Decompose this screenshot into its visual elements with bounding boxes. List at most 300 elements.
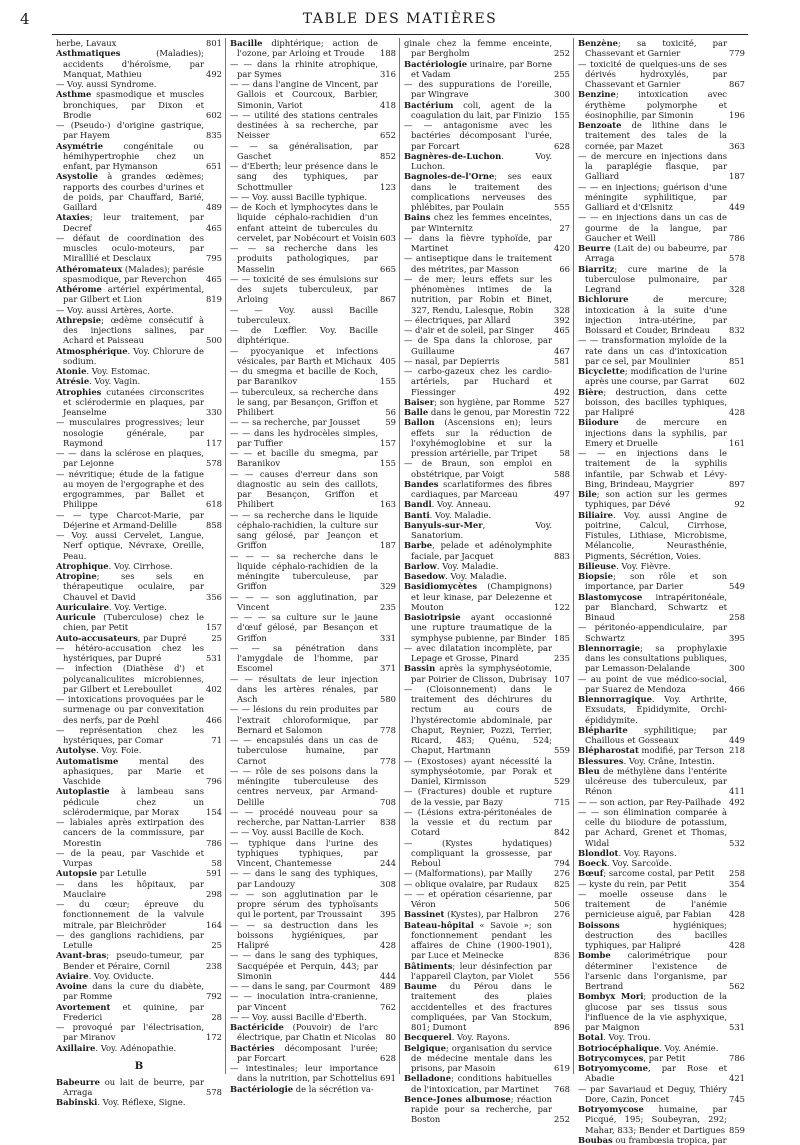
entry-headword: Blennorragie — [578, 642, 640, 653]
entry-page: 329 — [380, 581, 396, 592]
index-entry — [578, 212, 745, 243]
entry-text: — des suppurations de l'oreille, par Wingrave — [404, 79, 552, 100]
index-entry — [578, 592, 745, 623]
entry-page: 492 — [729, 796, 745, 807]
entry-text: — — en injections; guérison d'une méningite syphilitique, par Galliard et d'Œlsnitz — [578, 181, 727, 212]
entry-text: (Malades); parésie spasmodique, par Reverchon — [63, 263, 204, 284]
entry-text: . Voy. Réflexe, Signe. — [97, 1097, 186, 1108]
entry-text: — — type Charcot-Marie, par Déjerine et Armand-Delille — [56, 509, 204, 530]
entry-text: — provoqué par l'électrisation, par Miranov — [56, 1022, 204, 1043]
entry-text: — électriques, par Allard — [404, 314, 511, 325]
entry-text: de méthylène dans l'entérite ulcéreuse des tuberculeux, par Rénon — [585, 765, 727, 797]
index-entry — [578, 1135, 745, 1145]
index-entry — [404, 684, 570, 756]
index-entry — [404, 807, 570, 838]
entry-page: 489 — [380, 981, 396, 991]
entry-page: 603 — [380, 232, 396, 243]
entry-page: 188 — [380, 48, 396, 59]
entry-text: — — et opération césarienne, par Véron — [404, 888, 552, 909]
entry-page: 300 — [729, 663, 745, 674]
entry-headword: Boubas — [578, 1134, 613, 1145]
entry-page: 172 — [206, 1032, 222, 1043]
entry-text: — de mercure en injections dans la paraplégie flasque, par Galliard — [578, 150, 727, 182]
index-entry — [578, 120, 745, 151]
index-entry — [578, 622, 745, 643]
entry-page: 164 — [206, 919, 222, 930]
index-entry — [404, 397, 570, 407]
entry-page: 691 — [380, 1073, 396, 1084]
entry-text: — dans la fièvre typhoïde, par Martinet — [404, 232, 552, 253]
entry-text: spasmodique et muscles bronchiques, par Dixon et Brodie — [63, 89, 204, 120]
index-entry — [56, 212, 222, 233]
entry-headword: Automatisme — [56, 755, 119, 766]
entry-headword: Biopsie — [578, 571, 613, 581]
entry-headword: Aviaire — [56, 970, 89, 981]
entry-page: 71 — [211, 735, 222, 745]
entry-headword: Becquerel — [404, 1032, 452, 1043]
entry-text: de mercure en injections dans la syphilis, par Emery et Druelle — [585, 417, 727, 448]
index-entry — [56, 1097, 222, 1107]
entry-text: — Voy. aussi Artères, Aorte. — [56, 304, 174, 315]
entry-page: 792 — [206, 991, 222, 1002]
index-entry — [56, 284, 222, 305]
entry-text: — d'air et de soleil, par Singer — [404, 325, 534, 335]
entry-page: 851 — [729, 355, 745, 366]
entry-page: 122 — [554, 601, 570, 612]
entry-page: 559 — [554, 745, 570, 756]
index-entry — [404, 479, 570, 500]
entry-page: 489 — [206, 202, 222, 212]
index-entry — [56, 868, 222, 878]
entry-page: 395 — [380, 909, 396, 920]
index-entry — [230, 674, 396, 705]
index-entry — [578, 858, 745, 868]
entry-headword: Bactériologie — [230, 1083, 294, 1094]
entry-page: 832 — [729, 325, 745, 335]
index-entry — [404, 643, 570, 664]
entry-headword: Babinski — [56, 1097, 98, 1108]
entry-page: 411 — [729, 786, 745, 797]
entry-text: — — transformation myloïde de la rate dans un cas d'intoxication par ce sel, par Moulinier — [578, 335, 727, 366]
index-entry — [56, 171, 222, 212]
entry-page: 795 — [206, 253, 222, 264]
index-entry — [56, 448, 222, 469]
entry-page: 316 — [380, 68, 396, 79]
index-entry — [56, 89, 222, 120]
entry-headword: Baume — [404, 981, 437, 991]
index-entry — [578, 991, 745, 1032]
index-entry — [230, 1043, 396, 1064]
index-entry — [578, 1032, 745, 1042]
index-entry — [578, 448, 745, 489]
entry-page: 779 — [729, 48, 745, 59]
index-entry — [230, 704, 396, 735]
index-entry — [404, 59, 570, 80]
entry-text: — intoxications provoquées par le surmenage ou par convexitation des nerfs, par de Pœhl — [56, 694, 204, 725]
entry-page: 258 — [729, 868, 745, 879]
entry-page: 235 — [554, 653, 570, 663]
index-entry — [404, 233, 570, 254]
entry-page: 392 — [554, 314, 570, 325]
entry-page: 465 — [554, 325, 570, 335]
entry-text: — — sa pénétration dans l'amygdale de l'homme, par Escomel — [230, 642, 378, 674]
entry-text: — de Spa dans la chlorose, par Guillaume — [404, 335, 552, 356]
entry-text: — de Braun, son emploi en obstétrique, par Voigt — [404, 458, 552, 479]
index-entry — [56, 376, 222, 386]
entry-page: 25 — [211, 940, 222, 950]
entry-page: 531 — [206, 653, 222, 663]
entry-page: 154 — [206, 806, 222, 817]
index-entry — [404, 612, 570, 643]
entry-page: 25 — [211, 632, 222, 643]
entry-headword: Blastomycose — [578, 591, 643, 602]
index-entry — [578, 243, 745, 264]
entry-page: 244 — [380, 858, 396, 868]
index-entry — [230, 838, 396, 869]
index-entry — [578, 151, 745, 182]
entry-text: (Ascensions en); leurs effets sur la réduction de l'oxyhémoglobine et sur la pression artérielle, par Tripet — [411, 417, 552, 458]
index-entry — [56, 264, 222, 285]
entry-text: de mercure; intoxication à la suite d'une injection intra-utérine, par Boissard et Couder, Brindeau — [585, 294, 727, 335]
entry-text: — — sa recherche, par Jousset — [230, 417, 361, 428]
entry-text: — Voy. aussi Cervelet, Langue, Nerf optique, Névraxe, Oreille, Peau. — [56, 530, 204, 561]
entry-headword: Baiser — [404, 396, 435, 407]
entry-text: par Letulle — [97, 868, 147, 879]
entry-headword: Athérome — [56, 284, 102, 294]
index-entry — [56, 786, 222, 817]
index-entry — [56, 663, 222, 694]
index-entry — [578, 387, 745, 418]
entry-page: 258 — [729, 612, 745, 622]
entry-page: 420 — [554, 243, 570, 253]
entry-headword: Atrophies — [56, 386, 102, 397]
entry-headword: Botryomycome — [578, 1063, 649, 1073]
entry-text: — — Voy. aussi Bacille typhique. — [230, 191, 368, 202]
entry-page: 578 — [729, 253, 745, 264]
page-header — [0, 0, 800, 34]
entry-headword: Bence-Jones albumose — [404, 1093, 511, 1104]
index-entry — [404, 520, 570, 541]
index-entry — [56, 817, 222, 848]
entry-text: — — encapsulés dans un cas de tuberculose humaine, par Carnot — [230, 735, 378, 766]
index-entry — [56, 561, 222, 571]
entry-headword: Botal — [578, 1032, 604, 1043]
entry-text: ; pseudo-tumeur, par Bender et Péraire, Cornil — [63, 950, 204, 971]
index-entry — [56, 366, 222, 376]
entry-headword: Benzine — [578, 89, 616, 100]
entry-page: 298 — [206, 888, 222, 899]
entry-page: 531 — [729, 1022, 745, 1032]
entry-page: 628 — [380, 1052, 396, 1063]
entry-page: 444 — [380, 970, 396, 981]
entry-page: 602 — [729, 376, 745, 387]
index-entry — [56, 233, 222, 264]
entry-text: ; son rôle et son importance, par Darier — [585, 571, 727, 592]
entry-headword: Banyuls-sur-Mer — [404, 519, 483, 530]
entry-headword: Auriculaire — [56, 601, 109, 612]
index-entry — [230, 469, 396, 510]
entry-headword: Balle — [404, 407, 429, 417]
index-entry — [230, 325, 396, 346]
entry-text: — Voy. aussi Syndrome. — [56, 79, 157, 89]
entry-text: . Voy. Rayons. — [618, 847, 677, 858]
entry-headword: Babeurre — [56, 1076, 100, 1087]
index-entry — [56, 950, 222, 971]
entry-text: — — sa généralisation, par Gaschet — [230, 140, 378, 161]
entry-page: 466 — [206, 714, 222, 725]
index-entry — [230, 305, 396, 326]
entry-text: — — causes d'erreur dans son diagnostic au sein des caillots, par Besançon, Griffon et Philibert — [230, 468, 378, 510]
entry-page: 628 — [554, 140, 570, 151]
entry-text: , par Petit — [643, 1052, 686, 1063]
entry-text: — antiseptique dans le traitement des métrites, par Masson — [404, 253, 552, 274]
entry-text: — — rôle de ses poisons dans la méningite tuberculeuse des centres nerveux, par Armand-Delille — [230, 765, 378, 807]
entry-page: 155 — [380, 458, 396, 469]
index-column-4 — [574, 38, 748, 1145]
index-entry — [56, 346, 222, 367]
entry-text: . Voy. Maladie. — [429, 509, 492, 520]
index-entry — [578, 335, 745, 366]
entry-text: (Champignons) et leur kinase, par Delezenne et Mouton — [411, 581, 552, 612]
index-column-2 — [226, 38, 400, 1094]
index-entry — [56, 643, 222, 664]
index-entry — [578, 725, 745, 746]
index-entry — [230, 592, 396, 613]
entry-page: 363 — [729, 140, 745, 151]
entry-page: 92 — [734, 499, 745, 510]
entry-text: à grandes œdèmes; rapports des courbes d'urines et de poids, par Chauffard, Barié, Gaillard — [63, 171, 204, 212]
entry-page: 59 — [385, 417, 396, 428]
entry-text: — pyocyanique et infections vésicales, par Barth et Michaux — [230, 345, 378, 366]
index-entry — [230, 448, 396, 469]
entry-page: 652 — [380, 130, 396, 141]
entry-headword: Atrésie — [56, 376, 90, 387]
entry-headword: Ataxies — [56, 212, 90, 223]
entry-text: — kyste du rein, par Petit — [578, 878, 687, 889]
entry-headword: Atmosphérique — [56, 345, 128, 356]
entry-page: 825 — [554, 878, 570, 889]
entry-page: 708 — [380, 796, 396, 807]
entry-page: 467 — [554, 345, 570, 356]
entry-headword: Auto-accusateurs — [56, 632, 138, 643]
entry-headword: Bateau-hôpital — [404, 919, 474, 930]
entry-text: ; son hygiène, par Romme — [434, 396, 546, 407]
index-entry — [56, 930, 222, 951]
entry-text: — — sa recherche dans les produits pathologiques, par Masselin — [230, 243, 378, 274]
entry-headword: Blépharostat — [578, 745, 639, 756]
entry-text: — hétéro-accusation chez les hystériques, par Dupré — [56, 642, 204, 663]
entry-page: 618 — [206, 499, 222, 510]
entry-page: 532 — [729, 837, 745, 848]
index-entry — [56, 1043, 222, 1053]
entry-text: ; leur désinfection par l'appareil Clayton, par Violet — [411, 960, 552, 981]
entry-text: calorimétrique pour déterminer l'existence de l'arsenic dans l'organisme, par Bertrand — [585, 950, 727, 991]
entry-text: — — en injections dans un cas de gourme de la langue, par Gaucher et Weill — [578, 212, 727, 243]
entry-page: 835 — [206, 130, 222, 141]
entry-page: 56 — [385, 407, 396, 417]
entry-text: , pelade et adénolymphite faciale, par Jacquet — [411, 540, 552, 561]
index-entry — [578, 879, 745, 889]
entry-text: urinaire, par Borne et Vadam — [411, 58, 552, 79]
index-entry — [578, 38, 745, 59]
index-entry — [578, 561, 745, 571]
entry-page: 556 — [554, 970, 570, 981]
index-entry — [56, 469, 222, 510]
index-column-1 — [52, 38, 226, 1108]
entry-headword: Autopsie — [56, 868, 98, 879]
entry-text: « Savoie »; son fonctionnement pendant les affaires de Chine (1900-1901), par Luce et Meinecke — [411, 919, 552, 961]
index-entry — [578, 571, 745, 592]
entry-text: — péritonéo-appendiculaire, par Schwartz — [578, 622, 727, 643]
index-entry — [230, 766, 396, 807]
entry-text: . Voy. Rayons. — [451, 1032, 510, 1043]
entry-page: 842 — [554, 827, 570, 838]
index-entry — [578, 889, 745, 920]
entry-page: 859 — [729, 1124, 745, 1135]
entry-text: ; son action sur les germes typhiques, par Dévé — [585, 489, 727, 510]
index-entry — [56, 1077, 222, 1098]
entry-text: — — sa recherche dans le liquide céphalo-rachidien, la culture sur sang gélosé, par Jeançon et Griffon — [230, 509, 378, 551]
entry-text: ; conditions habituelles de l'intoxication, par Martinet — [411, 1073, 552, 1094]
entry-text: et quinine, par Frederici — [63, 1001, 204, 1022]
index-entry — [230, 735, 396, 766]
index-entry — [230, 366, 396, 387]
entry-text: — — dans le sang, par Courmont — [230, 981, 371, 991]
index-entry — [578, 366, 745, 387]
index-entry — [578, 868, 745, 878]
entry-text: ; destruction, dans cette boisson, des bacilles typhiques, par Halipré — [585, 386, 727, 417]
index-entry — [56, 48, 222, 79]
entry-text: ou frambœsia tropica, par — [612, 1134, 727, 1145]
entry-text: décomposant l'urée; par Forcart — [237, 1042, 378, 1063]
index-entry — [56, 315, 222, 346]
index-entry — [404, 879, 570, 889]
entry-text: . Voy. Anneau. — [431, 499, 492, 510]
entry-text: ayant occasionné une rupture traumatique de la symphyse pubienne, par Binder — [411, 612, 552, 643]
entry-text: ou lait de beurre, par Arraga — [63, 1076, 204, 1097]
index-entry — [56, 530, 222, 561]
index-entry — [230, 243, 396, 274]
index-entry — [404, 325, 570, 335]
entry-page: 255 — [554, 68, 570, 79]
index-entry — [404, 981, 570, 1032]
entry-text: ; intoxication avec érythème polymorphe et éosinophilie, par Simonin — [585, 89, 727, 120]
entry-text: — — son agglutination par le propre sérum des typhoïsants qui le portent, par Troussaint — [230, 888, 378, 920]
entry-text: — — toxicité de ses émulsions sur des sujets tuberculeux, par Arloing — [230, 273, 378, 305]
index-entry — [404, 100, 570, 121]
entry-page: 155 — [380, 376, 396, 387]
entry-text: — névritique; étude de la fatigue au moyen de l'ergographe et des ergogrammes, par Ballet et Philippe — [56, 468, 204, 510]
entry-text: ; œdème consécutif à des injections salines, par Achard et Paisseau — [63, 314, 204, 346]
entry-text: ginale chez la femme enceinte, par Bergholm — [404, 38, 552, 59]
entry-text: — — dans le sang des typhiques, Sacquépée et Perquin, 443; par Simonin — [230, 950, 378, 981]
entry-headword: Bactérium — [404, 99, 454, 110]
entry-page: 867 — [729, 79, 745, 89]
index-entry — [56, 602, 222, 612]
index-entry — [578, 489, 745, 510]
entry-text: — infection (Diathèse d') et polycanaliculites microbiennes, par Gilbert et Lereboullet — [56, 663, 204, 694]
entry-headword: Bœuf — [578, 868, 604, 879]
entry-headword: Bombyx Mori — [578, 991, 644, 1002]
entry-page: 852 — [380, 150, 396, 161]
index-entry — [56, 38, 222, 48]
entry-page: 428 — [729, 940, 745, 950]
index-entry — [56, 633, 222, 643]
entry-headword: Asthmatiques — [56, 48, 121, 59]
entry-page: 161 — [729, 437, 745, 448]
index-entry — [404, 889, 570, 910]
index-entry — [56, 387, 222, 418]
entry-page: 619 — [554, 1063, 570, 1073]
entry-text: — (Fractures) double et rupture de la vessie, par Bazy — [404, 786, 552, 807]
entry-page: 506 — [554, 899, 570, 909]
entry-text: — — dans la sclérose en plaques, par Lejonne — [56, 448, 204, 469]
index-entry — [56, 305, 222, 315]
entry-text: — — sa destruction dans les boissons hygiéniques, par Halipré — [230, 919, 378, 950]
index-entry — [230, 868, 396, 889]
entry-text: . Voy. Maladie. — [445, 571, 507, 581]
entry-text: — nasal, par Depierris — [404, 355, 500, 366]
entry-text: — intestinales; leur importance dans la nutrition, par Schottelius — [230, 1063, 378, 1084]
entry-text: — du cœur; épreuve du fonctionnement de la valvule mitrale, par Bleichröder — [56, 899, 204, 930]
entry-text: chez les femmes enceintes, par Winternitz — [411, 212, 552, 233]
entry-text: ; sarcome costal, par Petit — [603, 868, 715, 879]
entry-page: 354 — [729, 878, 745, 889]
entry-page: 155 — [554, 109, 570, 120]
entry-headword: Athrepsie — [56, 314, 102, 325]
index-entry — [230, 510, 396, 551]
entry-page: 715 — [554, 796, 570, 807]
index-entry — [578, 745, 745, 755]
entry-text: — (Malformations), par Mailly — [404, 868, 533, 879]
entry-text: — défaut de coordination des muscles oculo-moteurs, par Miralllié et Desclaux — [56, 232, 204, 264]
entry-text: après la symphyséotomie, par Poirier de Clisson, Dubrisay — [411, 663, 552, 684]
index-entry — [230, 827, 396, 837]
entry-page: 27 — [559, 222, 570, 233]
entry-text: — — son action, par Rey-Pailhade — [578, 796, 722, 807]
entry-text: ; ses sels en thérapeutique oculaire, par Chauvel et David — [63, 571, 204, 602]
entry-text: — au point de vue médico-social, par Suarez de Mendoza — [578, 673, 727, 694]
entry-page: 421 — [729, 1073, 745, 1084]
entry-headword: Blennorragique — [578, 694, 652, 704]
index-entry — [404, 868, 570, 878]
entry-page: 80 — [385, 1032, 396, 1043]
entry-page: 428 — [729, 909, 745, 920]
entry-page: 163 — [380, 499, 396, 510]
entry-page: 578 — [206, 458, 222, 469]
entry-page: 555 — [554, 202, 570, 212]
entry-page: 187 — [380, 540, 396, 551]
entry-text: — toxicité de quelques-uns de ses dérivés hydroxylés, par Chassevant et Garnier — [578, 58, 727, 89]
entry-text: . Voy. Trou. — [603, 1032, 651, 1043]
entry-text: — — dans la rhinite atrophique, par Symes — [230, 58, 378, 79]
entry-page: 578 — [206, 1087, 222, 1097]
entry-text: — — en injections dans le traitement de la syphilis infantile, par Schwab et Lévy-Bing, Brindeau, Maygrier — [578, 448, 727, 489]
index-entry — [56, 141, 222, 172]
index-entry — [56, 571, 222, 602]
entry-headword: Blessures — [578, 755, 624, 766]
entry-headword: Bleu — [578, 765, 600, 776]
entry-page: 549 — [729, 581, 745, 592]
entry-page: 492 — [206, 68, 222, 79]
index-entry — [404, 786, 570, 807]
entry-page: 276 — [554, 909, 570, 920]
index-entry — [578, 1053, 745, 1063]
index-entry — [56, 725, 222, 746]
index-entry — [230, 387, 396, 418]
entry-text: ; sa prophylaxie dans les consultations publiques, par Lemasson-Delalande — [585, 642, 727, 674]
entry-headword: Bière — [578, 386, 604, 397]
